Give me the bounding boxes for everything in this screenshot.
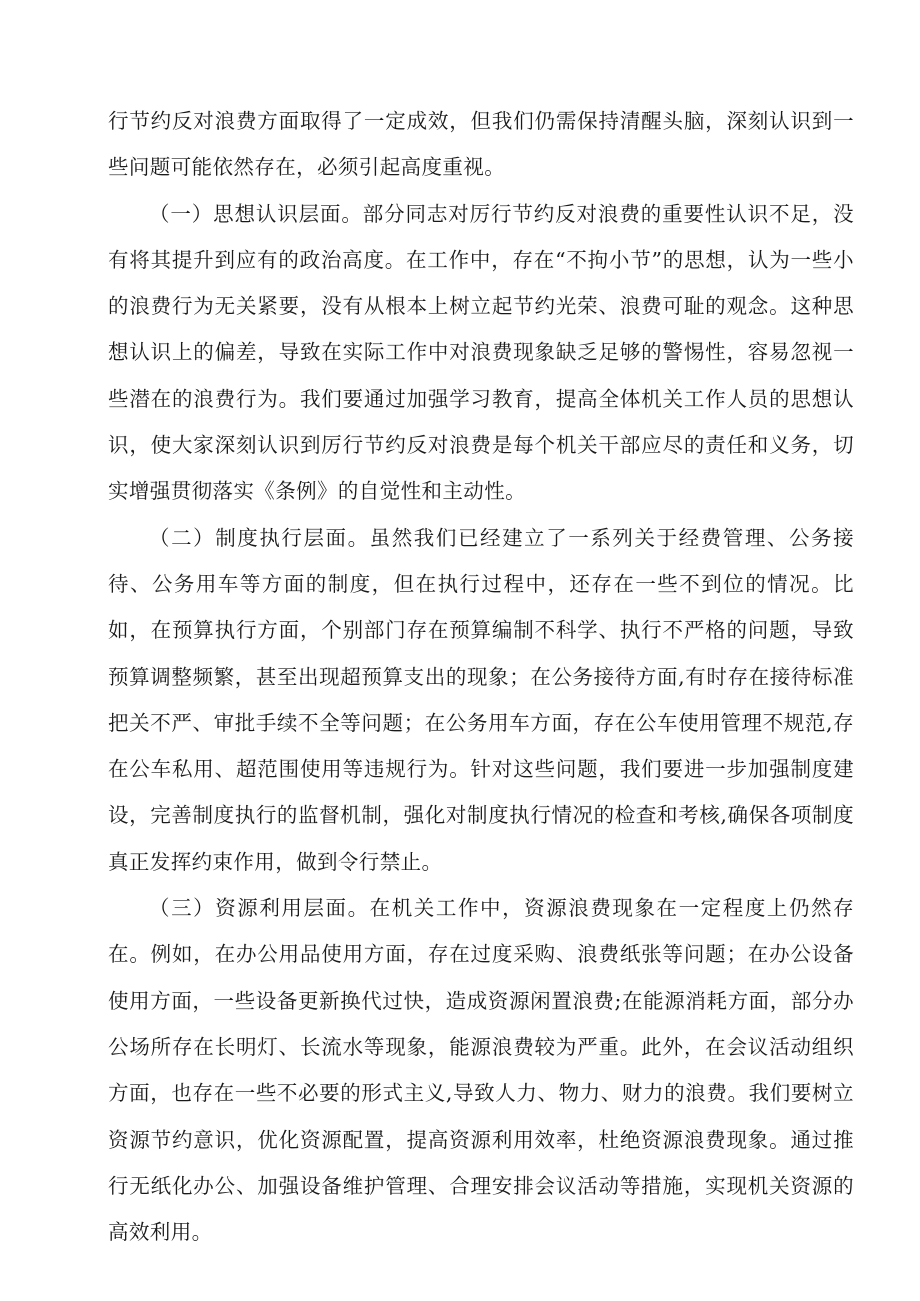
paragraph-system-execution: （二）制度执行层面。虽然我们已经建立了一系列关于经费管理、公务接待、公务用车等方面的制度，但在执行过程中，还存在一些不到位的情况。比如，在预算执行方面，个别部门存在预算编制不科学、执行不严格的问题，导致预算调整频繁，甚至出现超预算支出的现象；在公务接待方面,有时存在接待标准把关不严、审批手续不全等问题；在公务用车方面，存在公车使用管理不规范,存在公车私用、超范围使用等违规行为。针对这些问题，我们要进一步加强制度建设，完善制度执行的监督机制，强化对制度执行情况的检查和考核,确保各项制度真正发挥约束作用，做到令行禁止。 (108, 525, 854, 874)
document-body (108, 98, 854, 1255)
paragraph-intro-continued: 行节约反对浪费方面取得了一定成效，但我们仍需保持清醒头脑，深刻认识到一些问题可能依然存在，必须引起高度重视。 (108, 109, 854, 180)
paragraph-thought-awareness: （一）思想认识层面。部分同志对厉行节约反对浪费的重要性认识不足，没有将其提升到应有的政治高度。在工作中，存在“不拘小节”的思想，认为一些小的浪费行为无关紧要，没有从根本上树立起节约光荣、浪费可耻的观念。这种思想认识上的偏差，导致在实际工作中对浪费现象缺乏足够的警惕性，容易忽视一些潜在的浪费行为。我们要通过加强学习教育，提高全体机关工作人员的思想认识，使大家深刻认识到厉行节约反对浪费是每个机关干部应尽的责任和义务，切实增强贯彻落实《条例》的自觉性和主动性。 (108, 201, 854, 504)
paragraph-resource-utilization: （三）资源利用层面。在机关工作中，资源浪费现象在一定程度上仍然存在。例如，在办公用品使用方面，存在过度采购、浪费纸张等问题；在办公设备使用方面，一些设备更新换代过快，造成资源闲置浪费;在能源消耗方面，部分办公场所存在长明灯、长流水等现象，能源浪费较为严重。此外，在会议活动组织方面，也存在一些不必要的形式主义,导致人力、物力、财力的浪费。我们要树立资源节约意识，优化资源配置，提高资源利用效率，杜绝资源浪费现象。通过推行无纸化办公、加强设备维护管理、合理安排会议活动等措施，实现机关资源的高效利用。 (108, 896, 854, 1245)
